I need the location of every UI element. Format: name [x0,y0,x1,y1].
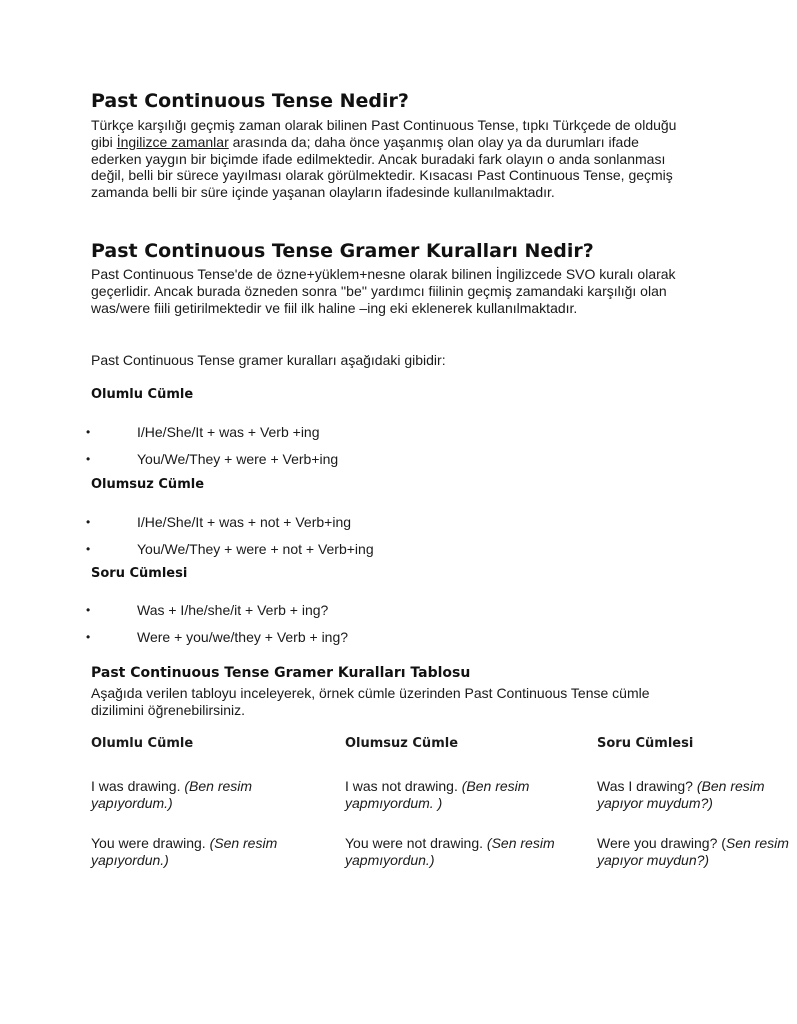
list-item [86,628,691,655]
cell-translation: (Sen resim yapıyordun.) [91,835,278,868]
bullet: • [86,603,91,617]
bullet: • [86,630,91,644]
table-cell [345,835,585,869]
cell-translation: (Ben resim yapıyor muydum?) [597,778,765,811]
soru-heading: Soru Cümlesi [91,566,188,581]
list-item [86,450,691,477]
section1-paragraph-end: arasında da; daha önce yaşanmış olan olay ya da durumları ifade ederken yaygın bir biçimde ifade edilmektedir. Ancak buradaki fark olayın o anda sonlanması değil, belli bir sürece yayılması olarak görülmektedir. Kısacası Past Continuous Tense, geçmiş zamanda belli bir süre içinde yaşanan olayların ifadesinde kullanılmaktadır. [91,133,673,201]
cell-sentence: I was drawing. [91,778,185,794]
table-cell [597,835,797,869]
section2-title: Past Continuous Tense Gramer Kuralları Nedir? [91,240,594,262]
cell-sentence: You were not drawing. [345,835,487,851]
section1-paragraph-start: Türkçe karşılığı geçmiş zaman olarak bilinen Past Continuous Tense, tıpkı Türkçede de olduğu gibi [91,117,677,150]
rule-text: I/He/She/It + was + not + Verb+ing [137,514,352,530]
cell-sentence: Were you drawing? ( [597,835,726,851]
table-cell [91,778,331,812]
olumlu-heading: Olumlu Cümle [91,387,194,402]
list-item [86,513,691,540]
bullet: • [86,425,91,439]
cell-sentence: You were drawing. [91,835,210,851]
bullet: • [86,515,91,529]
bullet: • [86,542,91,556]
rule-text: I/He/She/It + was + Verb +ing [137,424,320,440]
cell-translation: (Ben resim yapıyordum.) [91,778,253,811]
olumlu-list [86,423,691,477]
section3-title: Past Continuous Tense Gramer Kuralları Tablosu [91,665,471,681]
table-header-olumsuz: Olumsuz Cümle [345,736,459,751]
table-cell [345,778,585,812]
ingilizce-zamanlar-link[interactable]: İngilizce zamanlar [116,133,229,150]
list-item [86,423,691,450]
table-cell [91,835,331,869]
section1-title: Past Continuous Tense Nedir? [91,90,409,112]
table-cell [597,778,797,812]
table-header-olumlu: Olumlu Cümle [91,736,194,751]
cell-translation: (Sen resim yapmıyordun.) [345,835,555,868]
document-page [86,0,789,1024]
list-item [86,540,691,567]
olumsuz-list [86,513,691,567]
cell-translation: Sen resim yapıyor muydun?) [597,835,789,868]
list-item [86,601,691,628]
soru-list [86,601,691,655]
rule-text: You/We/They + were + Verb+ing [137,451,339,467]
rule-text: You/We/They + were + not + Verb+ing [137,541,374,557]
cell-sentence: Was I drawing? [597,778,697,794]
bullet: • [86,452,91,466]
section3-paragraph: Aşağıda verilen tabloyu inceleyerek, örnek cümle üzerinden Past Continuous Tense cümle dizilimini öğrenebilirsiniz. [91,685,650,718]
rule-text: Was + I/he/she/it + Verb + ing? [137,602,329,618]
table-header-soru: Soru Cümlesi [597,736,694,751]
section2-intro: Past Continuous Tense gramer kuralları aşağıdaki gibidir: [91,352,446,368]
rule-text: Were + you/we/they + Verb + ing? [137,629,349,645]
olumsuz-heading: Olumsuz Cümle [91,477,205,492]
section2-paragraph: Past Continuous Tense'de de özne+yüklem+nesne olarak bilinen İngilizcede SVO kuralı olarak geçerlidir. Ancak burada özneden sonra ''be'' yardımcı fiilinin geçmiş zamandaki karşılığı olan was/were fiili getirilmektedir ve fiil ilk haline –ing eki eklenerek kullanılmaktadır. [91,266,676,316]
section1-paragraph [91,117,681,201]
cell-sentence: I was not drawing. [345,778,462,794]
cell-translation: (Ben resim yapmıyordum. ) [345,778,530,811]
